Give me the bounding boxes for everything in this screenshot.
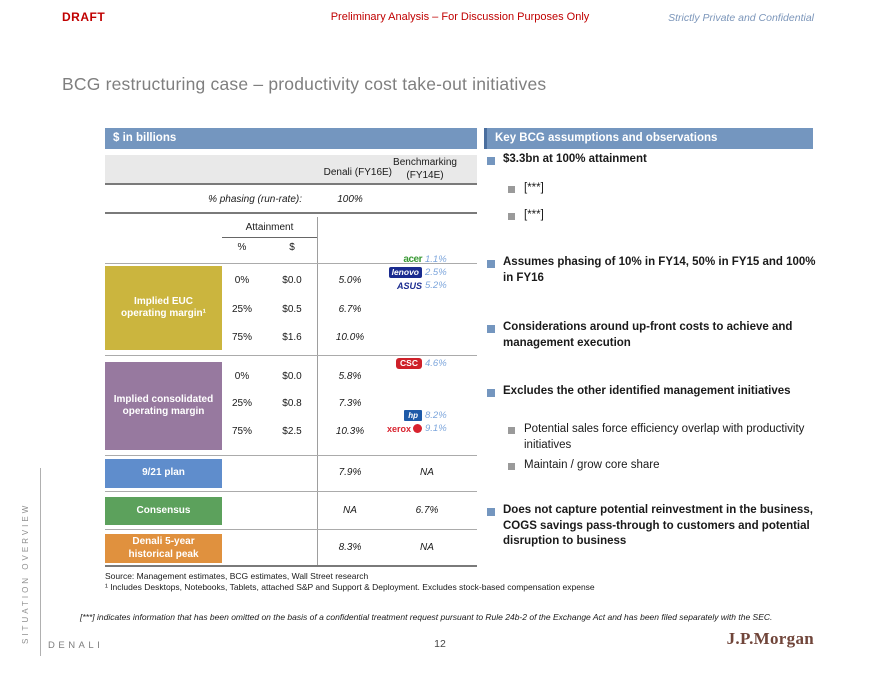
bullet-square-icon: [487, 260, 495, 268]
benchmark-row-lenovo: [340, 267, 460, 278]
benchmark-row-asus: [340, 280, 460, 291]
xerox-ball-icon: [413, 424, 422, 433]
page-number: 12: [434, 638, 446, 650]
cell-denali-value: 10.0%: [335, 332, 365, 343]
label-line: 9/21 plan: [142, 467, 185, 479]
cell-attain-pct: 25%: [231, 304, 252, 315]
cell-denali-value: 5.8%: [338, 371, 362, 382]
observations-header-bar: Key BCG assumptions and observations: [484, 128, 813, 149]
benchmark-value: 9.1%: [425, 423, 447, 434]
bullet-attainment: $3.3bn at 100% attainment: [503, 153, 647, 165]
cell-attain-usd: $0.5: [282, 304, 302, 315]
asus-logo: ASUS: [396, 280, 422, 291]
label-line: historical peak: [128, 548, 199, 560]
cell-denali-value: NA: [343, 505, 357, 516]
bullet-square-icon: [487, 508, 495, 516]
cell-attain-usd: $0.0: [282, 275, 302, 286]
attainment-label: Attainment: [245, 222, 294, 233]
cell-denali-value: 8.3%: [338, 542, 362, 553]
attainment-usd-header: $: [289, 242, 295, 253]
bullet-considerations: Considerations around up-front costs to achieve and management execution: [503, 321, 793, 349]
cell-attain-pct: 0%: [234, 371, 250, 382]
cell-attain-usd: $0.8: [282, 398, 302, 409]
attainment-underline: [222, 237, 317, 238]
table-bottom-line: [105, 565, 477, 567]
xerox-wordmark: xerox: [386, 423, 411, 434]
sub-bullet-redacted: [***]: [524, 182, 544, 194]
benchmark-value: 4.6%: [425, 358, 447, 369]
cell-attain-pct: 75%: [231, 332, 252, 343]
sub-bullet-sales-force: Potential sales force efficiency overlap with productivity initiatives: [524, 423, 805, 451]
row-separator: [105, 455, 477, 456]
jpmorgan-logo: J.P.Morgan: [726, 629, 814, 648]
page-title: BCG restructuring case – productivity cost take-out initiatives: [62, 74, 547, 94]
attainment-pct-header: %: [237, 242, 247, 253]
bullet-phasing: Assumes phasing of 10% in FY14, 50% in FY15 and 100% in FY16: [503, 256, 816, 284]
label-line: operating margin¹: [120, 308, 206, 319]
project-name-footer: DENALI: [48, 640, 104, 651]
cell-denali-value: 10.3%: [335, 426, 365, 437]
benchmark-value: 8.2%: [425, 410, 447, 421]
sub-bullet-square-icon: [508, 213, 515, 220]
csc-logo: CSC: [396, 358, 422, 369]
label-line: Implied consolidated: [113, 393, 214, 405]
benchmark-value: 2.5%: [425, 267, 447, 278]
bullet-reinvestment: Does not capture potential reinvestment in the business, COGS savings pass-through to customers and potential disruption to business: [503, 504, 813, 548]
table-header-bar: $ in billions: [105, 128, 477, 149]
cell-denali-value: 6.7%: [338, 304, 362, 315]
cell-attain-pct: 25%: [231, 398, 252, 409]
benchmark-row-hp: [340, 410, 460, 421]
column-header-benchmarking: [378, 156, 472, 182]
label-line: Implied EUC: [134, 295, 193, 307]
cell-denali-value: 5.0%: [338, 275, 362, 286]
row-separator: [105, 355, 477, 356]
label-line: operating margin: [122, 406, 205, 417]
cell-denali-value: 7.9%: [338, 467, 362, 478]
row-label-consensus: [105, 497, 222, 525]
confidentiality-label: Strictly Private and Confidential: [668, 12, 814, 24]
source-note: Source: Management estimates, BCG estimates, Wall Street research: [105, 571, 369, 581]
draft-stamp: DRAFT: [62, 10, 106, 24]
benchmarking-line2: (FY14E): [406, 170, 444, 181]
phasing-underline: [105, 212, 477, 214]
column-header-denali: Denali (FY16E): [323, 167, 392, 178]
cell-benchmark-value: NA: [420, 467, 434, 478]
benchmarking-line1: Benchmarking: [393, 157, 457, 168]
xerox-logo: [387, 424, 422, 434]
hp-logo: hp: [404, 410, 422, 421]
row-separator: [105, 529, 477, 530]
cell-attain-usd: $1.6: [282, 332, 302, 343]
benchmark-value: 5.2%: [425, 280, 447, 291]
row-label-921-plan: [105, 459, 222, 488]
sub-bullet-square-icon: [508, 186, 515, 193]
bullet-square-icon: [487, 389, 495, 397]
bullet-excludes: Excludes the other identified management initiatives: [503, 385, 791, 397]
lenovo-logo: lenovo: [389, 267, 422, 278]
row-label-denali-5yr-peak: [105, 534, 222, 563]
cell-attain-usd: $0.0: [282, 371, 302, 382]
table-vertical-divider: [317, 217, 318, 567]
sidebar-divider-line: [40, 468, 41, 656]
footnote: ¹ Includes Desktops, Notebooks, Tablets, attached S&P and Support & Deployment. Excludes stock-based compensation expense: [105, 582, 595, 592]
benchmark-row-xerox: [340, 423, 460, 434]
cell-attain-usd: $2.5: [282, 426, 302, 437]
label-line: Consensus: [136, 504, 191, 516]
benchmark-row-acer: [340, 254, 460, 265]
bullet-square-icon: [487, 157, 495, 165]
label-line: Denali 5-year: [132, 536, 195, 547]
phasing-label: % phasing (run-rate):: [208, 194, 302, 205]
sub-bullet-square-icon: [508, 463, 515, 470]
preliminary-analysis-label: Preliminary Analysis – For Discussion Purposes Only: [330, 11, 590, 23]
bullet-square-icon: [487, 325, 495, 333]
sub-bullet-core-share: Maintain / grow core share: [524, 459, 660, 471]
row-label-implied-consolidated-margin: [105, 362, 222, 450]
benchmark-row-csc: [340, 358, 460, 369]
row-label-implied-euc-margin: [105, 266, 222, 350]
row-separator: [105, 491, 477, 492]
cell-attain-pct: 75%: [231, 426, 252, 437]
phasing-value: 100%: [337, 194, 363, 205]
cell-denali-value: 7.3%: [338, 398, 362, 409]
cell-benchmark-value: NA: [420, 542, 434, 553]
sec-disclaimer: [***] indicates information that has been omitted on the basis of a confidential treatment request pursuant to Rule 24b-2 of the Exchange Act and has been filed separately with the SEC.: [80, 612, 773, 622]
cell-benchmark-value: 6.7%: [415, 505, 439, 516]
acer-logo: acer: [403, 254, 422, 265]
section-label-vertical: SITUATION OVERVIEW: [21, 502, 30, 644]
cell-attain-pct: 0%: [234, 275, 250, 286]
sub-bullet-redacted: [***]: [524, 209, 544, 221]
sub-bullet-square-icon: [508, 427, 515, 434]
benchmark-value: 1.1%: [425, 254, 447, 265]
